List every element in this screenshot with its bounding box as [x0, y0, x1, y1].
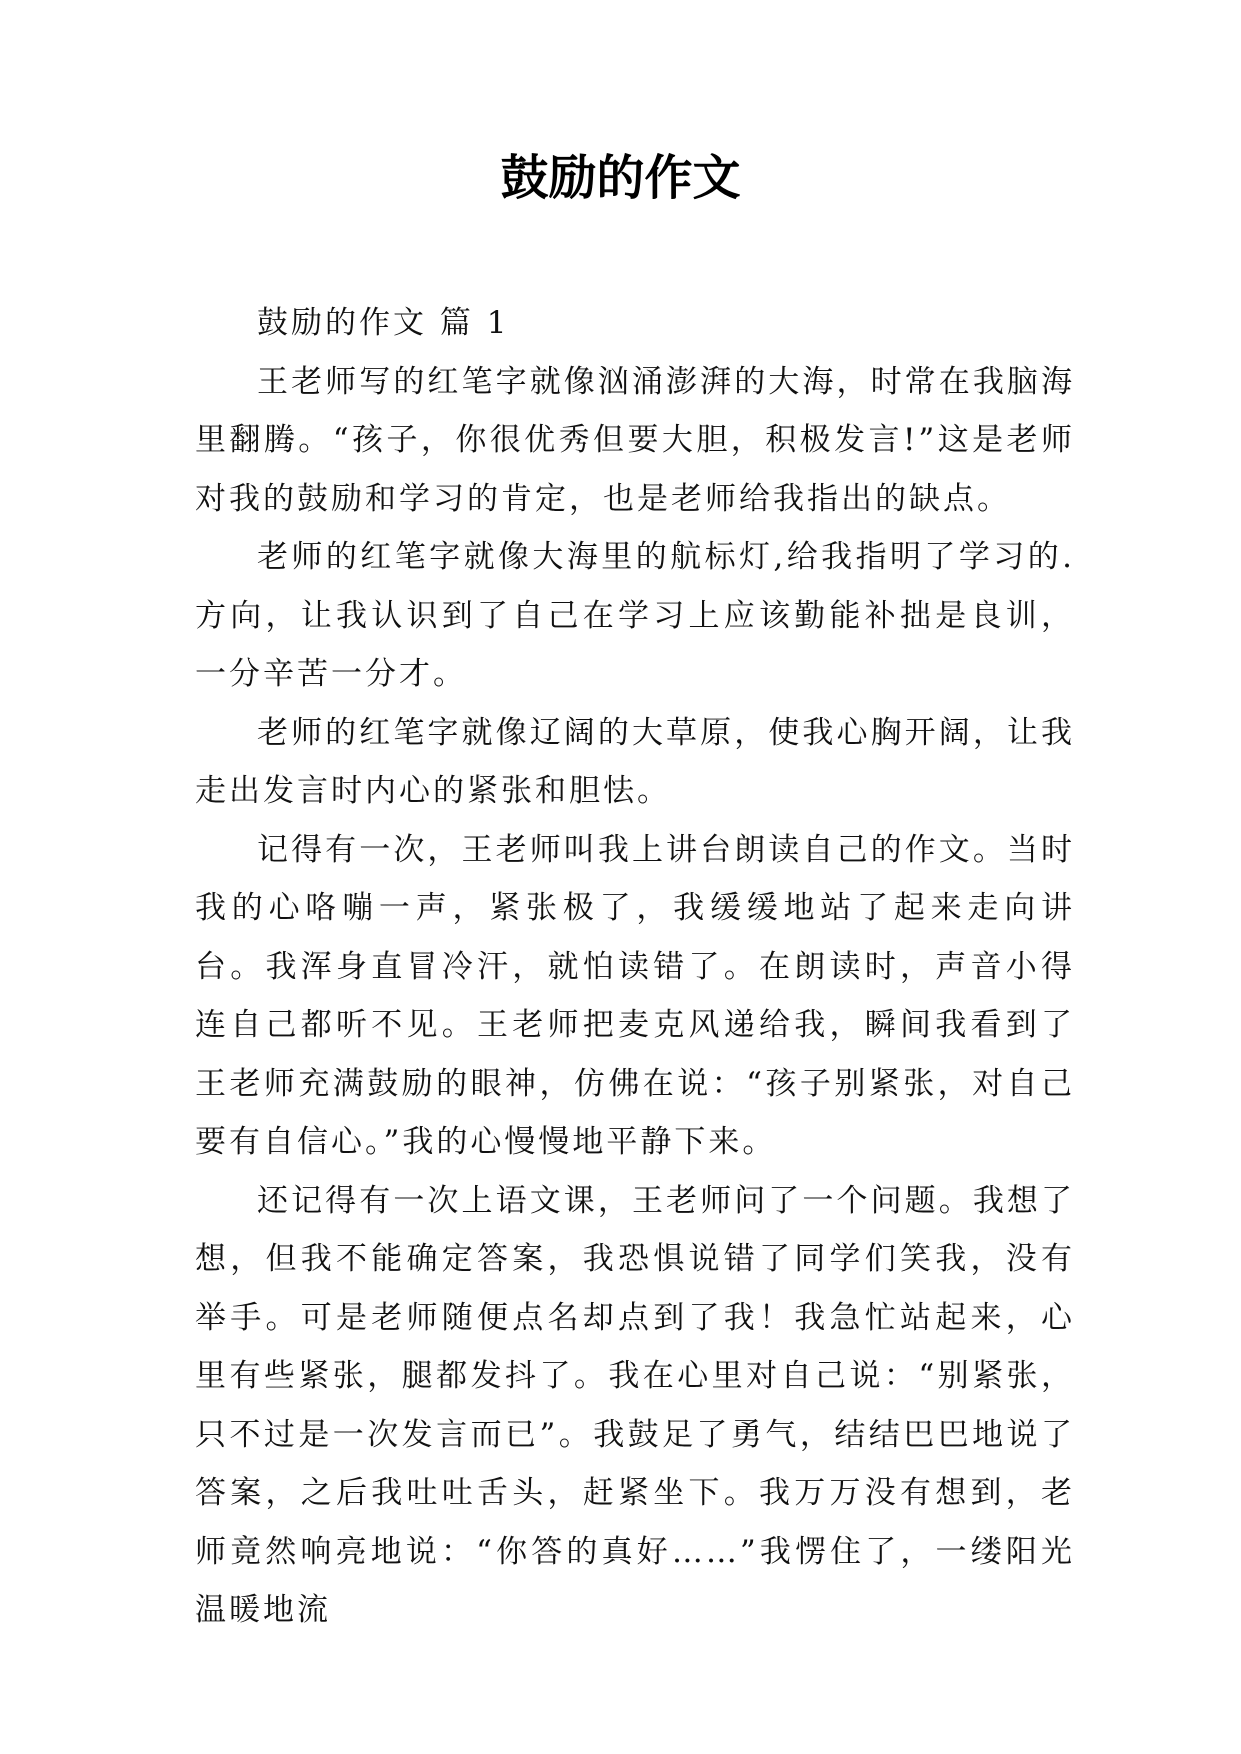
section-heading: 鼓励的作文 篇 1	[257, 305, 510, 341]
paragraph: 王老师写的红笔字就像汹涌澎湃的大海，时常在我脑海里翻腾。“孩子，你很优秀但要大胆，积极发言!”这是老师对我的鼓励和学习的肯定，也是老师给我指出的缺点。	[195, 363, 1075, 517]
document-body	[195, 294, 1075, 1640]
paragraph: 老师的红笔字就像大海里的航标灯,给我指明了学习的.方向，让我认识到了自己在学习上应该勤能补拙是良训，一分辛苦一分才。	[195, 539, 1075, 692]
paragraph: 老师的红笔字就像辽阔的大草原，使我心胸开阔，让我走出发言时内心的紧张和胆怯。	[195, 714, 1075, 809]
paragraph: 记得有一次，王老师叫我上讲台朗读自己的作文。当时我的心咯嘣一声，紧张极了，我缓缓地站了起来走向讲台。我浑身直冒冷汗，就怕读错了。在朗读时，声音小得连自己都听不见。王老师把麦克风递给我，瞬间我看到了王老师充满鼓励的眼神，仿佛在说：“孩子别紧张，对自己要有自信心。”我的心慢慢地平静下来。	[195, 831, 1075, 1160]
paragraph: 还记得有一次上语文课，王老师问了一个问题。我想了想，但我不能确定答案，我恐惧说错了同学们笑我，没有举手。可是老师随便点名却点到了我！我急忙站起来，心里有些紧张，腿都发抖了。我在心里对自己说：“别紧张，只不过是一次发言而已”。我鼓足了勇气，结结巴巴地说了答案，之后我吐吐舌头，赶紧坐下。我万万没有想到，老师竟然响亮地说：“你答的真好……”我愣住了，一缕阳光温暖地流	[195, 1182, 1075, 1628]
document-title: 鼓励的作文	[500, 150, 741, 206]
